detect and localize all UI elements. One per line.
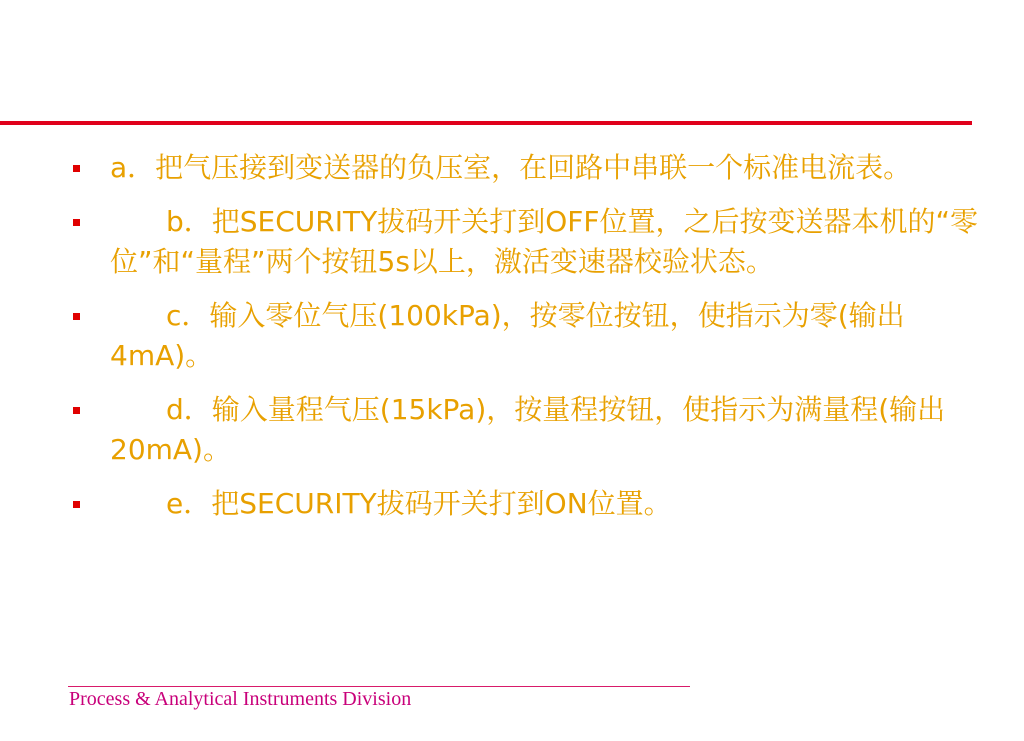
square-bullet-icon (73, 219, 80, 226)
square-bullet-icon (73, 165, 80, 172)
bullet-text: d．输入量程气压(15kPa)，按量程按钮，使指示为满量程(输出20mA)。 (110, 393, 946, 466)
square-bullet-icon (73, 313, 80, 320)
list-item (68, 202, 980, 282)
list-item (68, 148, 980, 188)
bullet-text: a．把气压接到变送器的负压室，在回路中串联一个标准电流表。 (110, 151, 912, 184)
bullet-text: c．输入零位气压(100kPa)，按零位按钮，使指示为零(输出4mA)。 (110, 299, 905, 372)
bullet-text: b．把SECURITY拔码开关打到OFF位置，之后按变送器本机的“零位”和“量程”两个按钮5s以上，激活变速器校验状态。 (110, 205, 978, 278)
bullet-list (68, 148, 980, 538)
square-bullet-icon (73, 501, 80, 508)
list-item (68, 390, 980, 470)
list-item (68, 484, 980, 524)
square-bullet-icon (73, 407, 80, 414)
footer-title: Process & Analytical Instruments Division (69, 688, 412, 710)
header-divider (0, 121, 972, 125)
bullet-text: e．把SECURITY拔码开关打到ON位置。 (110, 487, 672, 520)
list-item (68, 296, 980, 376)
